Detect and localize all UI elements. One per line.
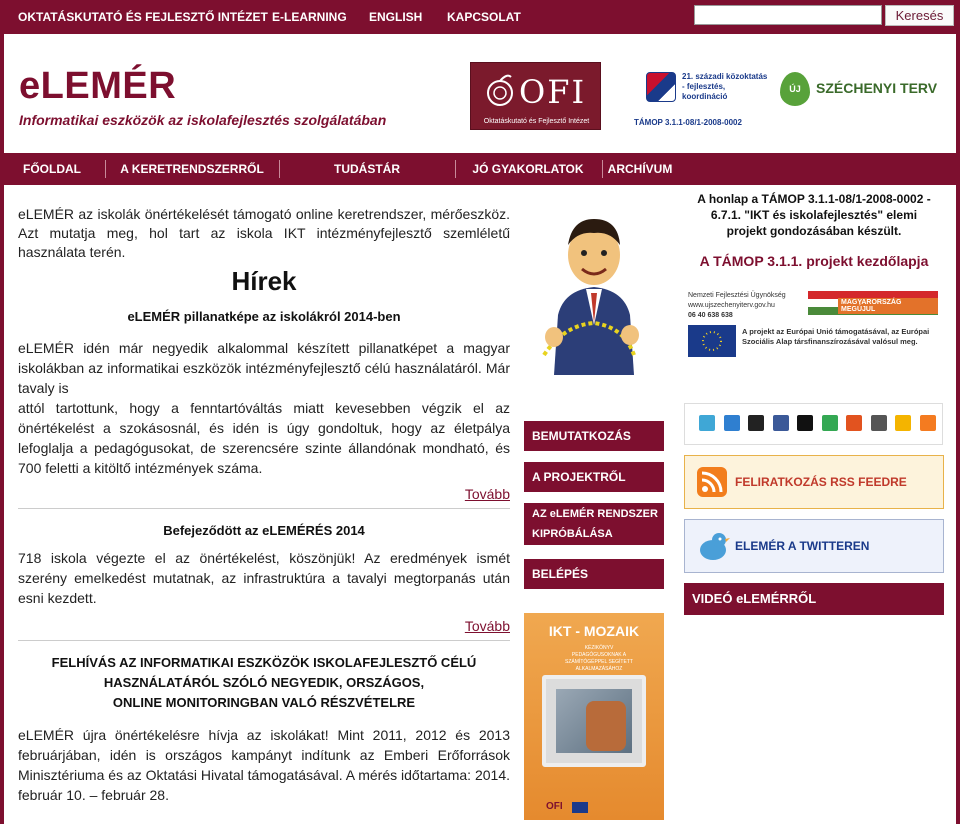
video-section-header[interactable]: VIDEÓ eLEMÉRRŐL bbox=[684, 583, 944, 615]
right-column bbox=[684, 189, 944, 606]
topbar-link-english[interactable]: ENGLISH bbox=[369, 10, 423, 24]
hungary-badge-text: MAGYARORSZÁG MEGÚJUL bbox=[838, 298, 938, 314]
book-person-image bbox=[586, 701, 626, 751]
book-publisher-logo: OFI bbox=[546, 801, 563, 812]
nfu-phone: 06 40 638 638 bbox=[688, 312, 733, 319]
delicious-icon[interactable] bbox=[748, 415, 764, 431]
nav-item-jo-gyakorlatok[interactable]: JÓ GYAKORLATOK bbox=[472, 162, 584, 176]
side-button-kiprobalas[interactable]: AZ eLEMÉR RENDSZER KIPRÓBÁLÁSA bbox=[524, 503, 664, 545]
nav-item-tudastar[interactable]: TUDÁSTÁR bbox=[334, 162, 400, 176]
nfu-url: www.ujszechenyiterv.gov.hu bbox=[688, 302, 775, 309]
side-button-bemutatkozas[interactable]: BEMUTATKOZÁS bbox=[524, 421, 664, 451]
ikt-mozaik-book[interactable] bbox=[524, 613, 664, 820]
szechenyi-terv-logo[interactable] bbox=[780, 70, 940, 110]
news-heading: Hírek bbox=[231, 266, 297, 296]
topbar-link-elearning[interactable]: E-LEARNING bbox=[272, 10, 347, 24]
hungary-flag-badge bbox=[808, 291, 938, 315]
nav-separator bbox=[455, 160, 456, 178]
nav-separator bbox=[602, 160, 603, 178]
email-icon[interactable] bbox=[871, 415, 887, 431]
funding-banner bbox=[684, 287, 944, 367]
project-info-text: A honlap a TÁMOP 3.1.1-08/1-2008-0002 - 6.7.1. "IKT és iskolafejlesztés" elemi projekt gondozásában készült. bbox=[697, 192, 931, 238]
social-share-bar bbox=[684, 403, 943, 445]
twitter-label: ELEMÉR A TWITTEREN bbox=[735, 539, 870, 553]
nav-item-foldal[interactable]: FŐOLDAL bbox=[23, 162, 81, 176]
news-body: eLEMÉR újra önértékelésre hívja az iskolákat! Mint 2011, 2012 és 2013 februárjában, idén is országos kampányt indítunk az Emberi Erőforrások Minisztériuma és az Oktatási Hivatal támogatásával. A mérés időtartama: 2014. február 10. – február 28. bbox=[18, 727, 510, 803]
search-button[interactable]: Keresés bbox=[885, 5, 954, 26]
nfu-text bbox=[688, 291, 798, 321]
twitter-icon[interactable] bbox=[699, 415, 715, 431]
favorite-icon[interactable] bbox=[895, 415, 911, 431]
topbar-link-kapcsolat[interactable]: KAPCSOLAT bbox=[447, 10, 521, 24]
eu-flag-icon bbox=[572, 802, 588, 813]
facebook-icon[interactable] bbox=[773, 415, 789, 431]
google-plus-icon[interactable] bbox=[724, 415, 740, 431]
twitter-box[interactable] bbox=[684, 519, 944, 573]
twitter-bird-icon bbox=[695, 530, 731, 564]
more-share-icon[interactable] bbox=[920, 415, 936, 431]
topbar-link-ofi[interactable]: OKTATÁSKUTATÓ ÉS FEJLESZTŐ INTÉZET bbox=[18, 10, 268, 24]
site-header bbox=[4, 34, 956, 153]
nav-item-archivum[interactable]: ARCHÍVUM bbox=[607, 162, 673, 176]
site-title[interactable]: eLEMÉR bbox=[19, 65, 177, 107]
book-subtitle: KÉZIKÖNYV PEDAGÓGUSOKNAK A SZÁMÍTÓGÉPPEL SEGÍTETT ALKALMAZÁSÁHOZ bbox=[565, 645, 633, 672]
divider bbox=[18, 508, 510, 509]
rss-label: FELIRATKOZÁS RSS FEEDRE bbox=[735, 475, 907, 489]
szechenyi-logo-text: SZÉCHENYI TERV bbox=[816, 80, 938, 96]
news-body: attól tartottunk, hogy a fenntartóváltás miatt kevesebben végzik el az önértékelést a szokásosnál, és idén is úgy gondoltuk, hogy az életpálya lefoglalja a pedagógusokat, de szerencsére szinte állandónak mondható, és 700 feletti a kitöltő intézmények száma. bbox=[18, 400, 510, 476]
top-bar bbox=[0, 0, 960, 34]
rss-subscribe-box[interactable] bbox=[684, 455, 944, 509]
eu-flag-icon bbox=[688, 325, 736, 357]
mascot-illustration bbox=[524, 205, 664, 375]
news-body: eLEMÉR idén már negyedik alkalommal készített pillanatképet a magyar iskolákban az informatikai eszközök intézményfejlesztő célú használatáról. Már tavaly is bbox=[18, 340, 510, 396]
tamop-logo[interactable] bbox=[628, 58, 770, 134]
nfu-name: Nemzeti Fejlesztési Ügynökség bbox=[688, 292, 786, 299]
divider bbox=[18, 640, 510, 641]
rss-icon bbox=[697, 467, 727, 497]
read-more-link[interactable]: Tovább bbox=[464, 486, 510, 502]
news-body: 718 iskola végezte el az önértékelést, köszönjük! Az eredmények ismét szerény emelkedést mutatnak, az infrastruktúra a tavalyi megtorpanás után esni kezdett. bbox=[18, 550, 510, 606]
szechenyi-leaf-icon: ÚJ bbox=[780, 72, 810, 106]
nav-item-keretrendszerrol[interactable]: A KERETRENDSZERRŐL bbox=[120, 162, 264, 176]
main-navigation bbox=[4, 153, 956, 185]
ofi-swirl-icon bbox=[485, 71, 515, 111]
ofi-logo-text: OFI bbox=[519, 73, 587, 111]
myspace-icon[interactable] bbox=[846, 415, 862, 431]
nav-separator bbox=[279, 160, 280, 178]
side-button-projektrol[interactable]: A PROJEKTRŐL bbox=[524, 462, 664, 492]
side-button-belepes[interactable]: BELÉPÉS bbox=[524, 559, 664, 589]
eu-funding-text: A projekt az Európai Unió támogatásával, az Európai Szociális Alap társfinanszírozásával valósul meg. bbox=[742, 327, 930, 346]
book-monitor-image bbox=[542, 675, 646, 767]
tamop-code: TÁMOP 3.1.1-08/1-2008-0002 bbox=[634, 118, 742, 127]
main-content bbox=[18, 205, 510, 805]
read-more-link[interactable]: Tovább bbox=[464, 618, 510, 634]
news-title: eLEMÉR pillanatképe az iskolákról 2014-ben bbox=[127, 309, 401, 324]
search-input[interactable] bbox=[694, 5, 882, 25]
nav-separator bbox=[105, 160, 106, 178]
ofi-logo-subtext: Oktatáskutató és Fejlesztő Intézet bbox=[483, 118, 590, 125]
news-title-line: HASZNÁLATÁRÓL SZÓLÓ NEGYEDIK, ORSZÁGOS, bbox=[103, 675, 425, 690]
site-subtitle: Informatikai eszközök az iskolafejlesztés szolgálatában bbox=[19, 112, 387, 128]
tamop-logo-text: 21. századi közoktatás - fejlesztés, koordináció bbox=[682, 72, 768, 101]
book-title: IKT - MOZAIK bbox=[548, 623, 640, 639]
tamop-cube-icon bbox=[646, 72, 676, 102]
news-title: Befejeződött az eLEMÉRÉS 2014 bbox=[163, 523, 365, 538]
page-container bbox=[4, 34, 956, 824]
tamop-project-link[interactable]: A TÁMOP 3.1.1. projekt kezdőlapja bbox=[699, 253, 929, 269]
stumbleupon-icon[interactable] bbox=[822, 415, 838, 431]
news-title bbox=[18, 653, 510, 713]
news-title-line: FELHÍVÁS AZ INFORMATIKAI ESZKÖZÖK ISKOLAFEJLESZTŐ CÉLÚ bbox=[51, 655, 477, 670]
intro-text: eLEMÉR az iskolák önértékelését támogató online keretrendszer, mérőeszköz. Azt mutatja meg, hol tart az iskola IKT intézményfejlesztő szemléletű használata terén. bbox=[18, 206, 510, 260]
news-title-line: ONLINE MONITORINGBAN VALÓ RÉSZVÉTELRE bbox=[112, 695, 416, 710]
ofi-logo[interactable] bbox=[470, 62, 601, 130]
digg-icon[interactable] bbox=[797, 415, 813, 431]
